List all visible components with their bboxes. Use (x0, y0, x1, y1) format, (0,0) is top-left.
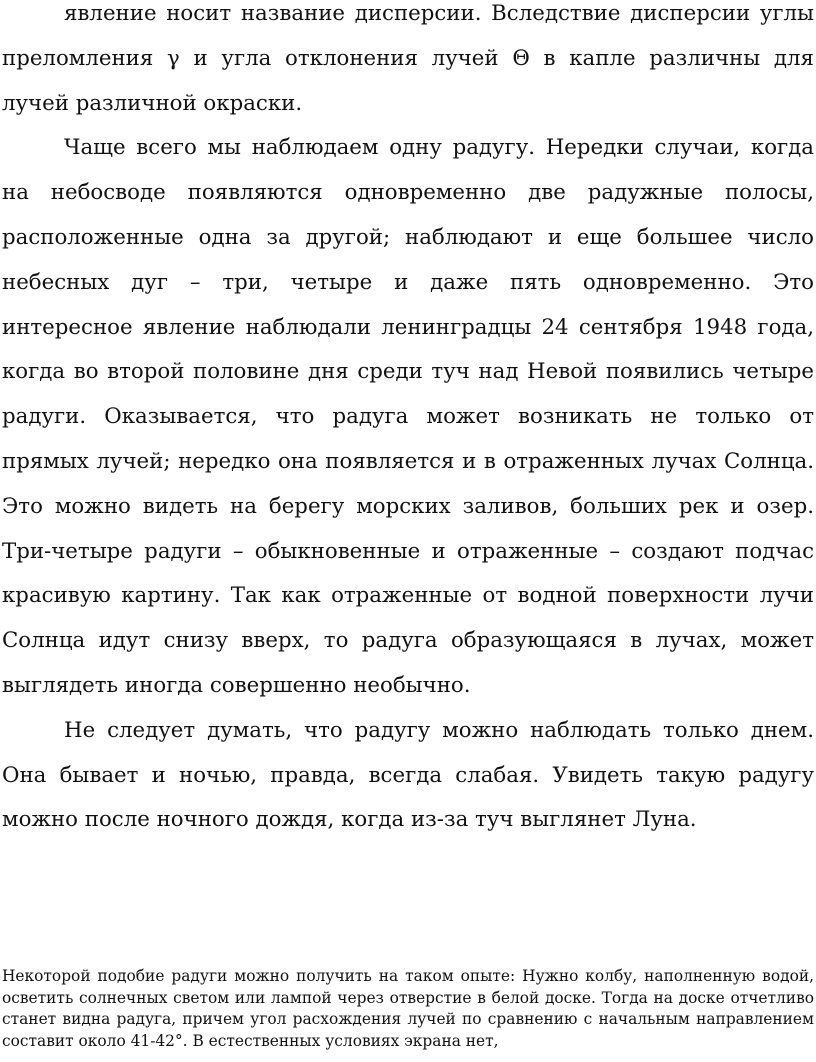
paragraph-dispersion: явление носит название дисперсии. Вследствие дисперсии углы преломления γ и угла отклонения лучей Θ в капле различны для лучей различной окраски. (2, 1, 814, 116)
body-text (2, 0, 814, 843)
paragraph-multiple-rainbows: Чаще всего мы наблюдаем одну радугу. Нередки случаи, когда на небосводе появляются одновременно две радужные полосы, расположенные одна за другой; наблюдают и еще большее число небесных дуг – три, четыре и даже пять одновременно. Это интересное явление наблюдали ленинградцы 24 сентября 1948 года, когда во второй половине дня среди туч над Невой появились четыре радуги. Оказывается, что радуга может возникать не только от прямых лучей; нередко она появляется и в отраженных лучах Солнца. Это можно видеть на берегу морских заливов, больших рек и озер. Три-четыре радуги – обыкновенные и отраженные – создают подчас красивую картину. Так как отраженные от водной поверхности лучи Солнца идут снизу вверх, то радуга образующаяся в лучах, может выглядеть иногда совершенно необычно. (2, 135, 814, 698)
paragraph-night-rainbow: Не следует думать, что радугу можно наблюдать только днем. Она бывает и ночью, правда, всегда слабая. Увидеть такую радугу можно после ночного дождя, когда из-за туч выглянет Луна. (2, 717, 814, 833)
footnote-experiment: Некоторой подобие радуги можно получить на таком опыте: Нужно колбу, наполненную водой, осветить солнечных светом или лампой через отверстие в белой доске. Тогда на доске отчетливо станет видна радуга, причем угол расхождения лучей по сравнению с начальным направлением составит около 41-42°. В естественных условиях экрана нет, (2, 967, 814, 1051)
